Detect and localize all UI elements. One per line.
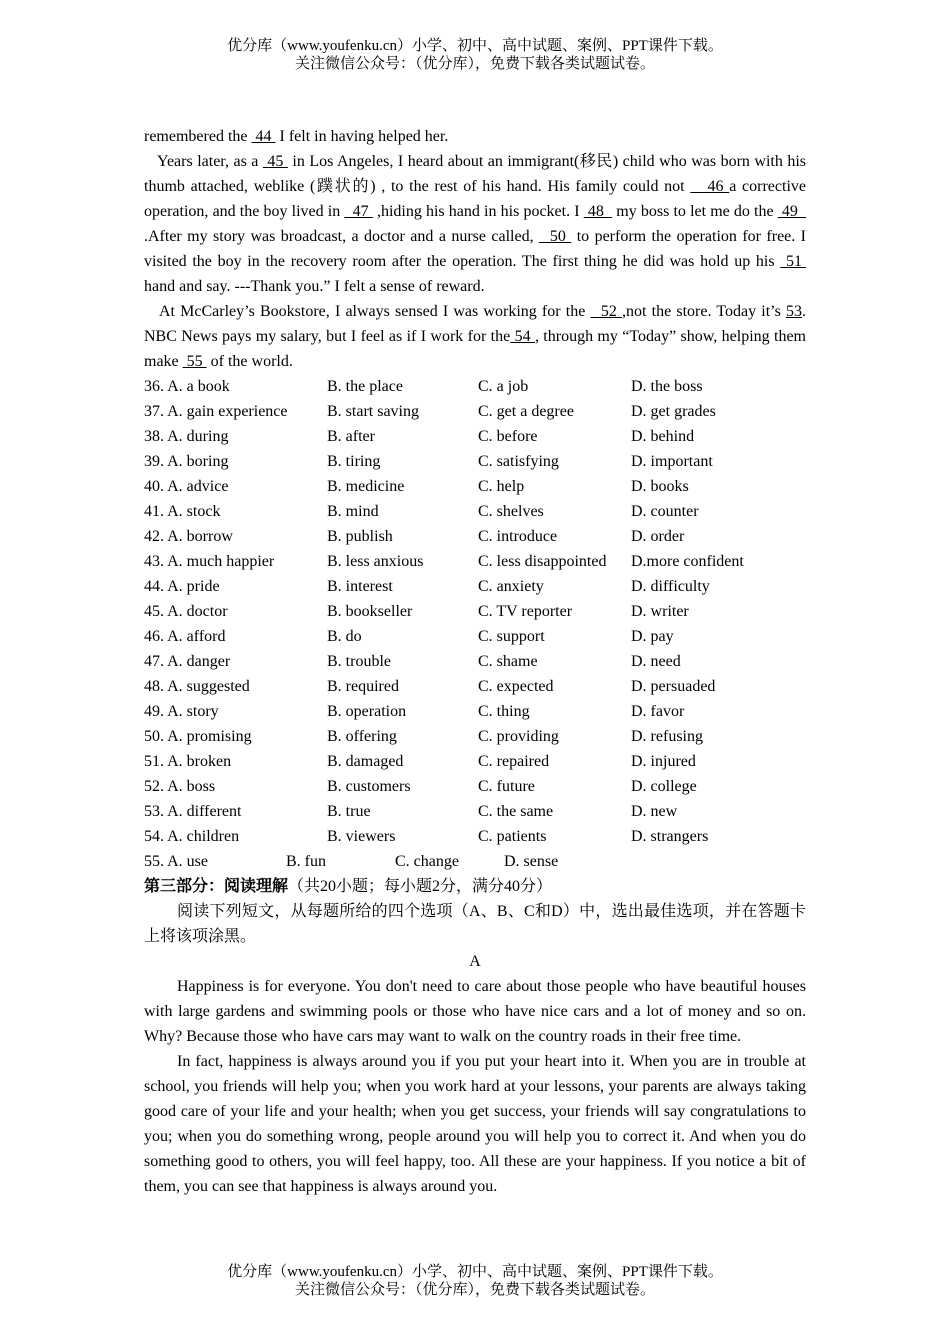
question-row: 47. A. danger B. trouble C. shame D. need [144,653,681,670]
blank-47: 47 [344,203,373,220]
document-body [144,124,806,1199]
question-row: 53. A. different B. true C. the same D. new [144,803,678,820]
question-row: 44. A. pride B. interest C. anxiety D. difficulty [144,578,710,595]
question-row: 43. A. much happier B. less anxious C. less disappointed D.more confident [144,553,744,570]
header-line-1: 优分库（www.youfenku.cn）小学、初中、高中试题、案例、PPT课件下载。 [227,38,723,54]
question-row: 55. A. use B. fun C. change D. sense [144,853,559,870]
section-3-note: （共20小题；每小题2分，满分40分） [288,878,553,895]
blank-48: 48 [583,203,613,220]
question-row: 50. A. promising B. offering C. providing D. refusing [144,728,703,745]
passage-paragraph-2: Years later, as a 45 in Los Angeles, I heard about an immigrant(移民) child who was born with his thumb attached, weblike (蹼状的) , to the rest of his hand. His family could not 46 a corrective operation, and the boy lived in 47 ,hiding his hand in his pocket. I 48 my boss to let me do the 49 .After my story was broadcast, a doctor and a nurse called, 50 to perform the operation for free. I visited the boy in the recovery room after the operation. The first thing he did was hold up his 51 hand and say. ---Thank you.” I felt a sense of reward. [144,153,807,295]
page-header [0,37,950,73]
question-row: 49. A. story B. operation C. thing D. favor [144,703,685,720]
question-row: 41. A. stock B. mind C. shelves D. counter [144,503,699,520]
reading-paragraph-1: Happiness is for everyone. You don't need to care about those people who have beautiful houses with large gardens and swimming pools or those who have nice cars and a lot of money and so on. Why? Because those who have cars may want to walk on the country roads in their free time. [144,978,806,1045]
blank-46: 46 [690,178,730,195]
question-row: 45. A. doctor B. bookseller C. TV reporter D. writer [144,603,689,620]
question-row: 38. A. during B. after C. before D. behind [144,428,695,445]
reading-paragraph-2: In fact, happiness is always around you if you put your heart into it. When you are in trouble at school, you friends will help you; when you work hard at your lessons, your parents are always taking good care of your life and your health; when you get success, your friends will say congratulations to you; when you do something wrong, people around you will help you to correct it. And when you do something good to others, you will feel happy, too. All these are your happiness. If you notice a bit of them, you can see that happiness is always around you. [144,1053,806,1195]
question-row: 40. A. advice B. medicine C. help D. books [144,478,689,495]
footer-line-2: 关注微信公众号：（优分库），免费下载各类试题试卷。 [294,1282,655,1298]
blank-55: 55 [182,353,207,370]
blank-53: 53 [786,303,803,320]
question-row: 42. A. borrow B. publish C. introduce D. order [144,528,685,545]
question-row: 54. A. children B. viewers C. patients D. strangers [144,828,709,845]
blank-51: 51 [780,253,806,270]
footer-line-1: 优分库（www.youfenku.cn）小学、初中、高中试题、案例、PPT课件下载。 [227,1264,723,1280]
passage-paragraph-1: remembered the 44 I felt in having helped her. [144,128,449,145]
question-row: 36. A. a book B. the place C. a job D. the boss [144,378,703,395]
blank-54: 54 [510,328,535,345]
blank-45: 45 [262,153,288,170]
section-3-heading [144,874,806,899]
blank-52: 52 [590,303,623,320]
question-row: 52. A. boss B. customers C. future D. college [144,778,697,795]
question-row: 51. A. broken B. damaged C. repaired D. injured [144,753,696,770]
question-row: 48. A. suggested B. required C. expected D. persuaded [144,678,716,695]
question-row: 37. A. gain experience B. start saving C. get a degree D. get grades [144,403,716,420]
section-3-instruction: 阅读下列短文，从每题所给的四个选项（A、B、C和D）中，选出最佳选项，并在答题卡上将该项涂黑。 [144,903,806,945]
header-line-2: 关注微信公众号：（优分库），免费下载各类试题试卷。 [294,56,655,72]
passage-paragraph-3: At McCarley’s Bookstore, I always sensed I was working for the 52 ,not the store. Today it’s 53. NBC News pays my salary, but I feel as if I work for the 54 , through my “Today” show, helping them make 55 of the world. [144,303,807,370]
section-3-title: 第三部分：阅读理解 [144,878,289,895]
question-row: 46. A. afford B. do C. support D. pay [144,628,674,645]
blank-50: 50 [539,228,572,245]
question-list [144,374,806,874]
page-footer [0,1263,950,1299]
question-row: 39. A. boring B. tiring C. satisfying D. important [144,453,713,470]
blank-44: 44 [251,128,276,145]
blank-49: 49 [777,203,807,220]
passage-label: A [469,953,481,970]
